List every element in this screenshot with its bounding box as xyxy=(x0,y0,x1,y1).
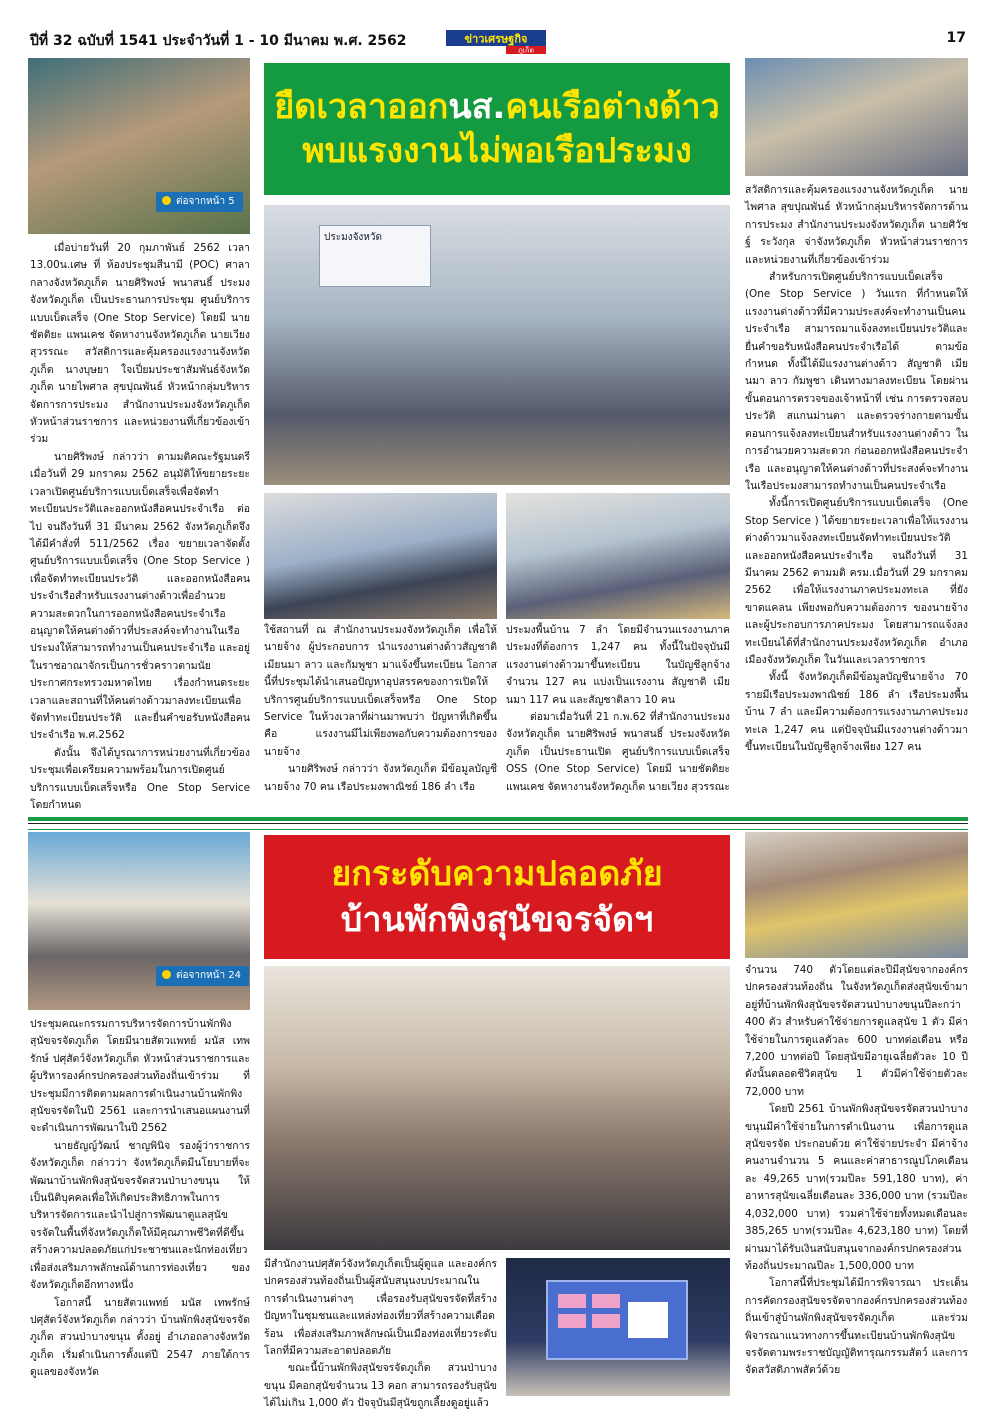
paragraph: ขณะนี้บ้านพักพิงสุนัขจรจัดภูเก็ต สวนป่าบางขนุน มีคอกสุนัขจำนวน 13 คอก สามารถรองรับสุนัขได้ไม่เกิน 1,000 ตัว ปัจจุบันมีสุนัขถูกเลี้ยงดูอยู่แล้ว xyxy=(264,1362,497,1410)
article1-column-4 xyxy=(745,182,968,806)
vice-governor-photo xyxy=(28,832,250,1010)
paragraph: ใช้สถานที่ ณ สำนักงานประมงจังหวัดภูเก็ต เพื่อให้นายจ้าง ผู้ประกอบการ นำแรงงานต่างด้าวสัญชาติเมียนมา ลาว และกัมพูชา มาแจ้งขึ้นทะเบียน โอกาสนี้ที่ประชุมได้นำเสนอปัญหาอุปสรรคของการเปิดให้บริการศูนย์บริการแบบเบ็ดเสร็จหรือ One Stop Service ในห้วงเวลาที่ผ่านมาพบว่า ปัญหาที่เกิดขึ้นคือ แรงงานมีไม่เพียงพอกับความต้องการของนายจ้าง xyxy=(264,624,497,758)
continued-label: ต่อจากหน้า 24 xyxy=(176,970,241,981)
paragraph: โอกาสนี้ นายสัตวแพทย์ มนัส เทพรักษ์ ปศุสัตว์จังหวัดภูเก็ต กล่าวว่า บ้านพักพิงสุนัขจรจัดภูเก็ต สวนป่าบางขนุน ตั้งอยู่ อำเภอถลางจังหวัดภูเก็ต เริ่มดำเนินการตั้งแต่ปี 2547 ภายใต้การดูแลของจังหวัด xyxy=(30,1296,250,1379)
headline2-line1: ยกระดับความปลอดภัย xyxy=(331,854,663,894)
paragraph: นายศิริพงษ์ กล่าวว่า ตามมติคณะรัฐมนตรีเมื่อวันที่ 29 มกราคม 2562 อนุมัติให้ขยายระยะเวลาเปิดศูนย์บริการแบบเบ็ดเสร็จเพื่อจัดทำทะเบียนประวัติและออกหนังสือคนประจำเรือ ต่อไป จนถึงวันที่ 31 มีนาคม 2562 จังหวัดภูเก็ตจึงได้มีคำสั่งที่ 511/2562 เรื่อง ขยายเวลาจัดตั้งศูนย์บริการแบบเบ็ดเสร็จ (One Stop Service ) เพื่อจัดทำทะเบียนประวัติ และออกหนังสือคนประจำเรือสำหรับแรงงานต่างด้าวเพื่ออำนวยความสะดวกในการออกหนังสือคนประจำเรืออนุญาตให้คนต่างด้าวที่ประสงค์จะทำงานในเรือประมงให้สามารถทำงานเป็นคนประจำเรือ และอยู่ในราชอาณาจักรเป็นการชั่วคราวตามนัย ประกาศกระทรวงมหาดไทย เรื่องกำหนดระยะเวลาและสถานที่ให้คนต่างด้าวมาลงทะเบียนเพื่อจัดทำทะเบียนประวัติ และยื่นคำขอรับหนังสือคนประจำเรือ พ.ศ.2562 xyxy=(30,450,250,742)
governor-photo xyxy=(28,58,250,234)
paragraph: เมื่อบ่ายวันที่ 20 กุมภาพันธ์ 2562 เวลา 13.00น.เศษ ที่ ห้องประชุมสีนามี (POC) ศาลากลางจังหวัดภูเก็ต นายศิริพงษ์ พนาสนธิ์ ประมงจังหวัดภูเก็ต เป็นประธานการประชุม ศูนย์บริการแบบเบ็ดเสร็จ (One Stop Service) โดยมี นายชัตติยะ แพนเคช จัดหางานจังหวัดภูเก็ต นายเวียง สุวรรณะ สวัสดิการและคุ้มครองแรงงานจังหวัดภูเก็ต นางบุษยา ใจเปี่ยมประชาสัมพันธ์จังหวัดภูเก็ต นายไพศาล สุขปุณพันธ์ หัวหน้ากลุ่มบริหารจัดการการประมง สำนักงานประมงจังหวัดภูเก็ต หัวหน้าส่วนราชการ และหน่วยงานที่เกี่ยวข้องเข้าร่วม xyxy=(30,242,250,446)
article1-column-3 xyxy=(506,622,730,806)
paragraph: ประมงพื้นบ้าน 7 ลำ โดยมีจำนวนแรงงานภาคประมงที่ต้องการ 1,247 คน ทั้งนี้ในปัจจุบันมีแรงงานต่างด้าวมาขึ้นทะเบียน ในบัญชีลูกจ้าง จำนวน 127 คน แบ่งเป็นแรงงาน สัญชาติ เมียนมา 117 คน และสัญชาติลาว 10 คน xyxy=(506,624,730,706)
paragraph: ดังนั้น จึงได้บูรณาการหน่วยงานที่เกี่ยวข้องประชุมเพื่อเตรียมความพร้อมในการเปิดศูนย์บริการแบบเบ็ดเสร็จหรือ One Stop Service โดยกำหนด xyxy=(30,746,250,811)
section-divider-line xyxy=(28,823,968,824)
headline1-part-b: นส. xyxy=(448,87,506,127)
group-photo-officials xyxy=(264,205,730,485)
svg-text:ภูเก็ต: ภูเก็ต xyxy=(518,46,534,55)
dot-icon xyxy=(162,196,171,205)
paragraph: มีสำนักงานปศุสัตว์จังหวัดภูเก็ตเป็นผู้ดูแล และองค์กรปกครองส่วนท้องถิ่นเป็นผู้สนับสนุนงบประมาณในการดำเนินงานต่างๆ เพื่อรองรับสุนัขจรจัดที่สร้างปัญหาในชุมชนและแหล่งท่องเที่ยวที่สร้างความเดือดร้อน เพื่อส่งเสริมภาพลักษณ์เป็นเมืองท่องเที่ยวระดับโลกที่มีความสะอาดปลอดภัย xyxy=(264,1258,497,1358)
article2-column-1 xyxy=(30,1016,250,1400)
paragraph: ประชุมคณะกรรมการบริหารจัดการบ้านพักพิงสุนัขจรจัดภูเก็ต โดยมีนายสัตวแพทย์ มนัส เทพรักษ์ ปศุสัตว์จังหวัดภูเก็ต หัวหน้าส่วนราชการและผู้บริหารองค์กรปกครองส่วนท้องถิ่นเข้าร่วม ที่ประชุมมีการติดตามผลการดำเนินงานบ้านพักพิงสุนัขจรจัดในปี 2561 และการนำเสนอแผนงานที่จะดำเนินการพัฒนาในปี 2562 xyxy=(30,1018,250,1135)
headline1-line2: พบแรงงานไม่พอเรือประมง xyxy=(302,131,692,171)
section-divider xyxy=(28,817,968,821)
logo-graphic xyxy=(446,30,546,54)
paragraph: นายธัญญ์วัฒน์ ชาญพินิจ รองผู้ว่าราชการจังหวัดภูเก็ต กล่าวว่า จังหวัดภูเก็ตมีนโยบายที่จะพัฒนาบ้านพักพิงสุนัขจรจัดสวนป่าบางขนุน ให้เป็นนิติบุคคลเพื่อให้เกิดประสิทธิภาพในการบริหารจัดการและนำไปสู่การพัฒนาดูแลสุนัขจรจัดในพื้นที่จังหวัดภูเก็ตให้มีคุณภาพชีวิตที่ดีขึ้น สร้างความปลอดภัยแก่ประชาชนและนักท่องเที่ยว เพื่อส่งเสริมภาพลักษณ์ด้านการท่องเที่ยว ของจังหวัดภูเก็ตอีกทางหนึ่ง xyxy=(30,1139,250,1292)
paragraph: โอกาสนี้ที่ประชุมได้มีการพิจารณา ประเด็นการคัดกรองสุนัขจรจัดจากองค์กรปกครองส่วนท้องถิ่นเข้าสู่บ้านพักพิงสุนัขจรจัดภูเก็ต และร่วมพิจารณาแนวทางการขึ้นทะเบียนบ้านพักพิงสุนัขจรจัดตามพระราชบัญญัติทารุณกรรมสัตว์ และการจัดสวัสดิภาพสัตว์ด้วย xyxy=(745,1277,968,1377)
svg-text:ข่าวเศรษฐกิจ: ข่าวเศรษฐกิจ xyxy=(464,32,528,46)
continued-label: ต่อจากหน้า 5 xyxy=(176,196,235,207)
headline1-part-a: ยืดเวลาออก xyxy=(274,87,449,127)
registration-desk-photo xyxy=(745,58,968,176)
presentation-screen-photo xyxy=(506,1258,730,1396)
article2-column-2 xyxy=(264,1256,497,1410)
workers-registration-photo xyxy=(264,493,497,619)
continued-from-badge xyxy=(156,966,249,986)
office-sign xyxy=(319,225,431,287)
issue-line: ปีที่ 32 ฉบับที่ 1541 ประจำวันที่ 1 - 10 มีนาคม พ.ศ. 2562 xyxy=(30,33,407,49)
paragraph: สวัสดิการและคุ้มครองแรงงานจังหวัดภูเก็ต นายไพศาล สุขปุณพันธ์ หัวหน้ากลุ่มบริหารจัดการด้านการประมง สำนักงานประมงจังหวัดภูเก็ต นายศิวัชฐ์ ระวังกุล จ่าจังหวัดภูเก็ต หัวหน้าส่วนราชการ และหน่วยงานที่เกี่ยวข้องเข้าร่วม xyxy=(745,184,968,266)
headline2-line2: บ้านพักพิงสุนัขจรจัดฯ xyxy=(340,900,654,940)
meeting-table-photo xyxy=(264,966,730,1250)
paragraph: สำหรับการเปิดศูนย์บริการแบบเบ็ดเสร็จ (One Stop Service ) วันแรก ที่กำหนดให้แรงงานต่างด้าวที่มีความประสงค์จะทำงานเป็นคนประจำเรือ สามารถมาแจ้งลงทะเบียนประวัติและยื่นคำขอรับหนังสือคนประจำเรือได้ ตามข้อกำหนด ทั้งนี้ได้มีแรงงานต่างด้าว สัญชาติ เมียนมา ลาว กัมพูชา เดินทางมาลงทะเบียน โดยผ่านขั้นตอนการตรวจของเจ้าหน้าที่ เช่น การตรวจสอบประวัติ สแกนม่านตา และตรวจร่างกายตามขั้นตอนการแจ้งลงทะเบียนสำหรับแรงงานต่างด้าว ในการอำนวยความสะดวก ก่อนออกหนังสือคนประจำเรือ และอนุญาตให้คนต่างด้าวที่ประสงค์จะทำงานในเรือประมงสามารถทำงานเป็นคนประจำเรือ xyxy=(745,271,968,492)
meeting-attendees-photo xyxy=(745,832,968,958)
article1-headline xyxy=(264,63,730,195)
paragraph: จำนวน 740 ตัวโดยแต่ละปีมีสุนัขจากองค์กรปกครองส่วนท้องถิ่น ในจังหวัดภูเก็ตส่งสุนัขเข้ามาอยู่ที่บ้านพักพิงสุนัขจรจัดสวนป่าบางขนุนปีละกว่า 400 ตัว สำหรับค่าใช้จ่ายการดูแลสุนัข 1 ตัว มีค่าใช้จ่ายในการดูแลตัวละ 600 บาทต่อเดือน หรือ 7,200 บาทต่อปี โดยสุนัขมีอายุเฉลี่ยตัวละ 10 ปี ดังนั้นตลอดชีวิตสุนัข 1 ตัวมีค่าใช้จ่ายตัวละ 72,000 บาท xyxy=(745,964,968,1098)
continued-from-badge xyxy=(156,192,243,212)
article1-column-1 xyxy=(30,240,250,811)
paragraph: ทั้งนี้การเปิดศูนย์บริการแบบเบ็ดเสร็จ (One Stop Service ) ได้ขยายระยะเวลาเพื่อให้แรงงานต่างด้าวมาแจ้งลงทะเบียนจัดทำทะเบียนประวัติและออกหนังสือคนประจำเรือ จนถึงวันที่ 31 มีนาคม 2562 ตามมติ ครม.เมื่อวันที่ 29 มกราคม 2562 เพื่อให้แรงงานภาคประมงทะเล ที่ยังขาดแคลน เพียงพอกับความต้องการ ของนายจ้างและผู้ประกอบการภาคประมง โดยสามารถแจ้งลงทะเบียนได้ที่สำนักงานประมงจังหวัดภูเก็ต อำเภอเมืองจังหวัดภูเก็ต ในวันและเวลาราชการ xyxy=(745,497,968,666)
paragraph: ต่อมาเมื่อวันที่ 21 ก.พ.62 ที่สำนักงานประมงจังหวัดภูเก็ต นายศิริพงษ์ พนาสนธิ์ ประมงจังหวัดภูเก็ต เป็นประธานเปิด ศูนย์บริการแบบเบ็ดเสร็จ OSS (One Stop Service) โดยมี นายชัตติยะ แพนเคช จัดหางานจังหวัดภูเก็ต นายเวียง สุวรรณะ xyxy=(506,711,730,793)
article2-headline xyxy=(264,835,730,959)
newspaper-logo xyxy=(446,30,546,54)
headline1-part-c: คนเรือต่างด้าว xyxy=(505,87,720,127)
paragraph: นายศิริพงษ์ กล่าวว่า จังหวัดภูเก็ต มีข้อมูลบัญชีนายจ้าง 70 คน เรือประมงพาณิชย์ 186 ลำ เรือ xyxy=(264,763,497,793)
article1-column-2 xyxy=(264,622,497,806)
projected-map xyxy=(546,1280,688,1360)
office-sign-text: ประมงจังหวัด xyxy=(324,232,383,243)
page-number: 17 xyxy=(946,30,966,46)
dot-icon xyxy=(162,970,171,979)
paragraph: ทั้งนี้ จังหวัดภูเก็ตมีข้อมูลบัญชีนายจ้าง 70 รายมีเรือประมงพาณิชย์ 186 ลำ เรือประมงพื้นบ้าน 7 ลำ และมีความต้องการแรงงานภาคประมงทะเล 1,247 คน แต่ปัจจุบันมีแรงงานต่างด้าวมาขึ้นทะเบียนในบัญชีลูกจ้างเพียง 127 คน xyxy=(745,671,968,753)
paragraph: โดยปี 2561 บ้านพักพิงสุนัขจรจัดสวนป่าบางขนุนมีค่าใช้จ่ายในการดำเนินงาน เพื่อการดูแลสุนัขจรจัด ประกอบด้วย ค่าใช้จ่ายประจำ มีค่าจ้างคนงานจำนวน 5 คนและค่าสาธารณูปโภคเดือนละ 49,265 บาท(รวมปีละ 591,180 บาท), ค่าอาหารสุนัขเฉลี่ยเดือนละ 336,000 บาท (รวมปีละ 4,032,000 บาท) รวมค่าใช้จ่ายทั้งหมดเดือนละ 385,265 บาท(รวมปีละ 4,623,180 บาท) โดยที่ผ่านมาได้รับเงินสนับสนุนจากองค์กรปกครองส่วนท้องถิ่นประมาณปีละ 1,500,000 บาท xyxy=(745,1103,968,1272)
article2-column-4 xyxy=(745,962,968,1400)
section-divider-line xyxy=(28,829,968,830)
registration-room-photo xyxy=(506,493,730,619)
